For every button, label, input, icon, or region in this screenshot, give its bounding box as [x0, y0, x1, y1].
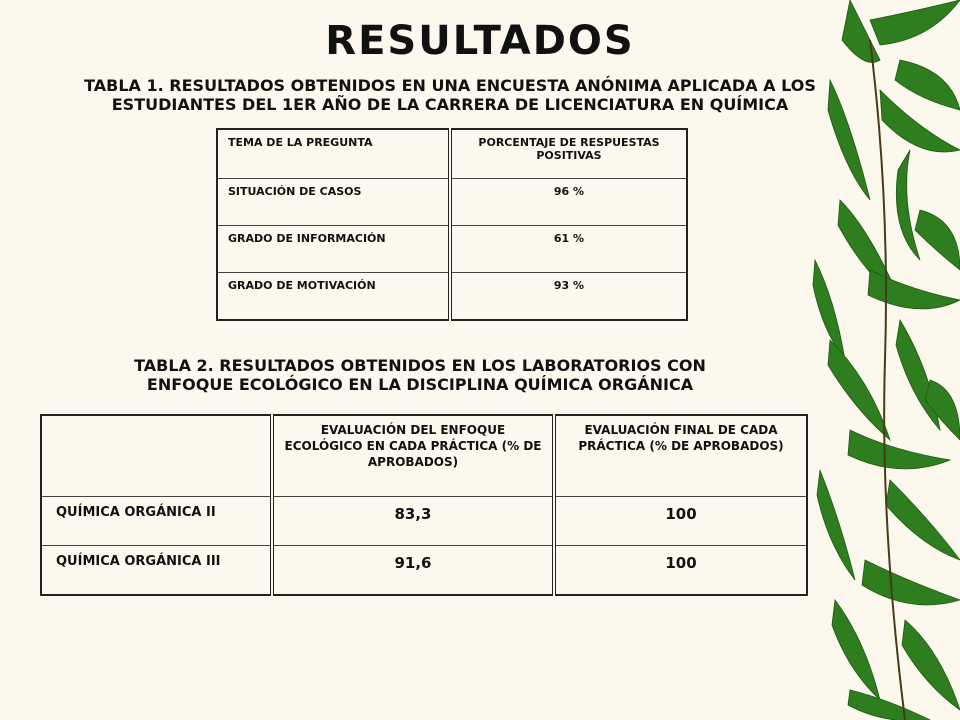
cell-final: 100 [554, 497, 807, 546]
cell-porcentaje: 61 % [450, 226, 687, 273]
cell-tema: SITUACIÓN DE CASOS [217, 179, 450, 226]
lab-results-table [40, 414, 808, 596]
cell-porcentaje: 96 % [450, 179, 687, 226]
cell-enfoque: 91,6 [272, 546, 554, 596]
table-header-row [41, 415, 807, 497]
table-header-row [217, 129, 687, 179]
table2-caption: TABLA 2. RESULTADOS OBTENIDOS EN LOS LABORATORIOS CON ENFOQUE ECOLÓGICO EN LA DISCIPLINA QUÍMICA ORGÁNICA [134, 356, 706, 394]
header-cell-enfoque: EVALUACIÓN DEL ENFOQUE ECOLÓGICO EN CADA PRÁCTICA (% DE APROBADOS) [272, 415, 554, 497]
table-row [217, 273, 687, 321]
slide-title: RESULTADOS [325, 18, 635, 64]
table1-caption: TABLA 1. RESULTADOS OBTENIDOS EN UNA ENCUESTA ANÓNIMA APLICADA A LOS ESTUDIANTES DEL 1ER AÑO DE LA CARRERA DE LICENCIATURA EN QUÍMICA [84, 76, 816, 114]
header-cell-porcentaje: PORCENTAJE DE RESPUESTAS POSITIVAS [450, 129, 687, 179]
survey-results-table [216, 128, 688, 321]
header-cell-tema: TEMA DE LA PREGUNTA [217, 129, 450, 179]
cell-enfoque: 83,3 [272, 497, 554, 546]
cell-porcentaje: 93 % [450, 273, 687, 321]
cell-tema: GRADO DE INFORMACIÓN [217, 226, 450, 273]
table-row [217, 226, 687, 273]
header-cell-empty [41, 415, 272, 497]
table-row [217, 179, 687, 226]
cell-tema: GRADO DE MOTIVACIÓN [217, 273, 450, 321]
cell-asignatura: QUÍMICA ORGÁNICA III [41, 546, 272, 596]
table-row [41, 497, 807, 546]
header-cell-final: EVALUACIÓN FINAL DE CADA PRÁCTICA (% DE APROBADOS) [554, 415, 807, 497]
cell-asignatura: QUÍMICA ORGÁNICA II [41, 497, 272, 546]
table-row [41, 546, 807, 596]
bamboo-leaves-icon [810, 0, 960, 720]
cell-final: 100 [554, 546, 807, 596]
